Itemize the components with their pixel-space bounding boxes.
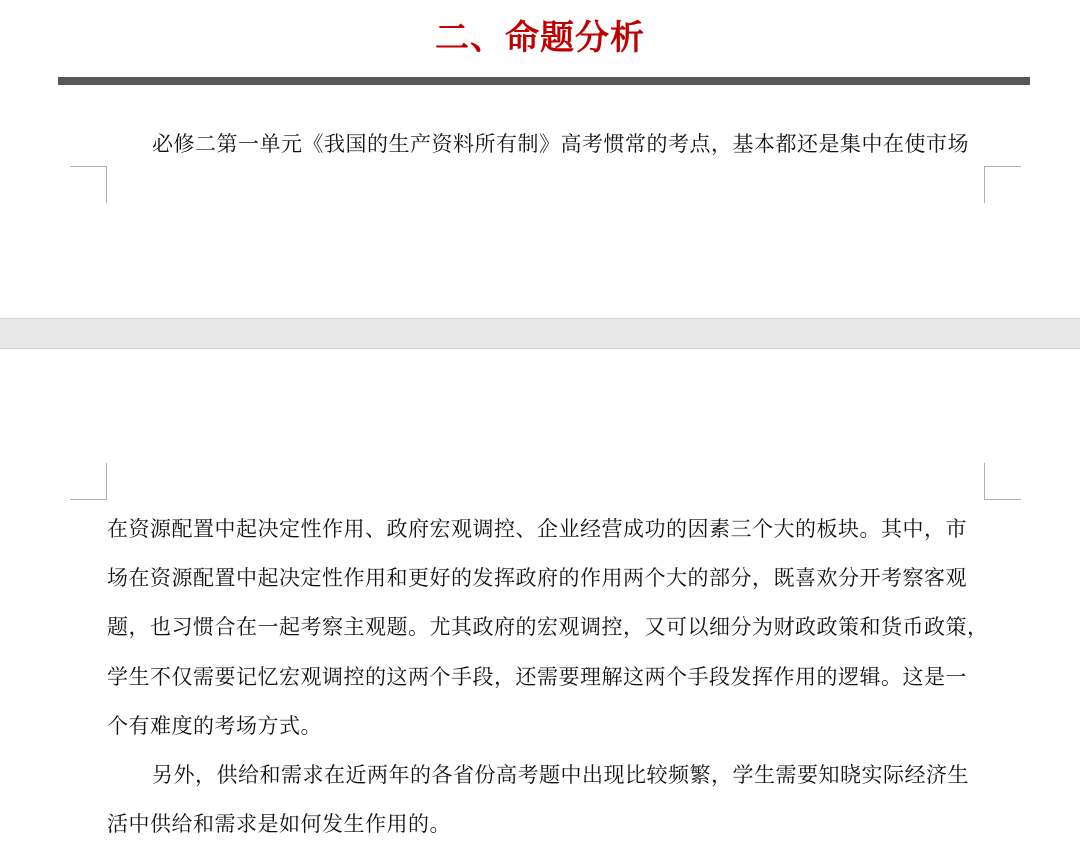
text-line[interactable]: 场在资源配置中起决定性作用和更好的发挥政府的作用两个大的部分，既喜欢分开考察客观 <box>107 566 967 590</box>
document-page-bottom <box>0 349 1080 863</box>
text-line[interactable]: 另外，供给和需求在近两年的各省份高考题中出现比较频繁，学生需要知晓实际经济生 <box>152 763 969 787</box>
document-page-top <box>0 0 1080 318</box>
text-line[interactable]: 必修二第一单元《我国的生产资料所有制》高考惯常的考点，基本都还是集中在使市场 <box>152 132 969 156</box>
page-break-gap <box>0 318 1080 349</box>
text-line[interactable]: 学生不仅需要记忆宏观调控的这两个手段，还需要理解这两个手段发挥作用的逻辑。这是一 <box>107 665 967 689</box>
text-line[interactable]: 活中供给和需求是如何发生作用的。 <box>107 812 451 836</box>
text-line[interactable]: 题，也习惯合在一起考察主观题。尤其政府的宏观调控，又可以细分为财政政策和货币政策， <box>107 615 989 639</box>
text-line[interactable]: 个有难度的考场方式。 <box>107 714 322 738</box>
heading-divider <box>58 77 1030 85</box>
section-heading: 二、命题分析 <box>435 18 645 58</box>
text-line[interactable]: 在资源配置中起决定性作用、政府宏观调控、企业经营成功的因素三个大的板块。其中，市 <box>107 517 967 541</box>
